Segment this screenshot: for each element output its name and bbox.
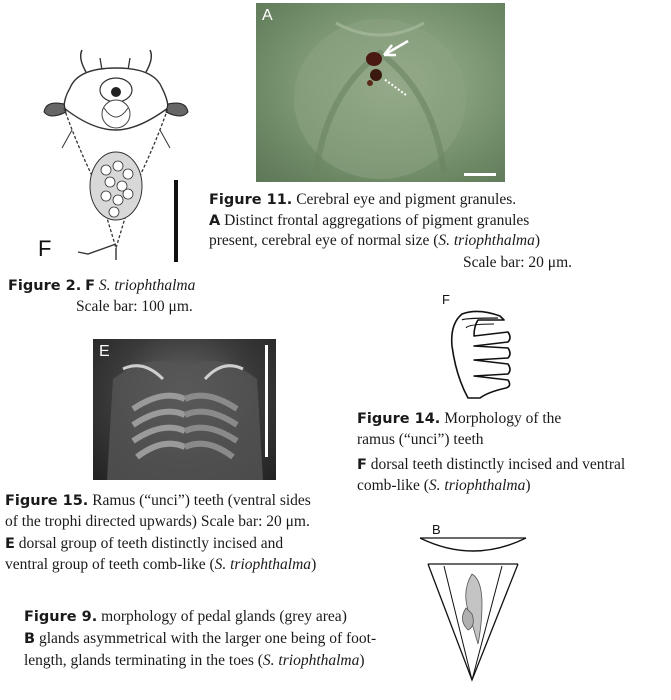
fig11-title: Cerebral eye and pigment granules.	[296, 191, 517, 208]
fig15-species: S. triophthalma	[214, 556, 312, 573]
fig14-line1-text: dorsal teeth distinctly incised and ventral	[370, 456, 626, 473]
fig14-line2	[357, 476, 669, 495]
fig14-drawing	[438, 306, 528, 402]
fig2-species: S. triophthalma	[98, 277, 196, 294]
fig14-caption-title	[357, 409, 669, 429]
fig11-label: Figure 11.	[209, 192, 293, 208]
fig9-line2	[24, 651, 464, 670]
fig9-sub-letter: B	[24, 631, 36, 647]
fig9-line1-text: glands asymmetrical with the larger one being of foot-	[38, 630, 377, 647]
fig9-species: S. triophthalma	[262, 652, 360, 669]
fig2-scale-bar	[174, 180, 178, 262]
fig9-line2-text: length, glands terminating in the toes (	[24, 652, 263, 669]
fig15-line1-text: dorsal group of teeth distinctly incised and	[18, 535, 284, 552]
fig15-title2: of the trophi directed upwards) Scale bar: 20 μm.	[5, 513, 310, 530]
fig2-scale: Scale bar: 100 μm.	[76, 298, 193, 315]
fig15-sub-letter: E	[5, 536, 15, 552]
fig14-line2-text: comb-like (	[357, 477, 429, 494]
fig14-line2-end: )	[525, 477, 531, 494]
fig14-label: Figure 14.	[357, 411, 441, 427]
fig11-sub-letter: A	[209, 213, 221, 229]
fig9-caption-title	[24, 607, 464, 627]
fig11-line2-text: present, cerebral eye of normal size (	[209, 232, 439, 249]
fig11-line1-text: Distinct frontal aggregations of pigment granules	[224, 212, 530, 229]
fig2-panel-letter: F	[38, 236, 52, 261]
fig11-species: S. triophthalma	[438, 232, 535, 249]
fig14-sub-letter: F	[357, 457, 367, 473]
fig14-line1	[357, 455, 669, 475]
fig15-micrograph	[93, 339, 276, 480]
fig11-line2-end: )	[534, 232, 540, 249]
fig2-label: Figure 2.	[8, 278, 82, 294]
fig15-line1	[5, 534, 365, 554]
fig15-label: Figure 15.	[5, 493, 89, 509]
rotifer-body-drawing	[18, 48, 221, 268]
fig14-title: Morphology of the	[444, 410, 562, 427]
fig9-label: Figure 9.	[24, 609, 98, 625]
fig14-title2: ramus (“unci”) teeth	[357, 431, 484, 448]
fig15-photo	[93, 339, 276, 480]
fig11-photo	[256, 3, 505, 182]
fig15-line2-end: )	[311, 556, 317, 573]
fig15-panel-letter: E	[99, 343, 110, 360]
fig15-line2-text: ventral group of teeth comb-like (	[5, 556, 215, 573]
fig11-panel-letter: A	[262, 7, 273, 24]
fig11-caption-title	[209, 190, 669, 210]
fig15-title: Ramus (“unci”) teeth (ventral sides	[92, 492, 311, 509]
fig11-micrograph	[256, 3, 505, 182]
fig2-sub-letter: F	[85, 278, 95, 294]
fig11-line2	[209, 231, 669, 250]
fig11-scale: Scale bar: 20 μm.	[463, 254, 573, 271]
fig14-panel-letter: F	[442, 292, 450, 307]
fig9-line2-end: )	[359, 652, 365, 669]
fig15-caption-title	[5, 491, 365, 511]
fig2-drawing	[18, 48, 221, 268]
fig9-title: morphology of pedal glands (grey area)	[101, 608, 347, 625]
fig14-species: S. triophthalma	[428, 477, 526, 494]
ramus-teeth-drawing	[438, 306, 528, 402]
fig11-line1	[209, 211, 669, 231]
fig9-line1	[24, 629, 464, 649]
fig2-caption	[8, 276, 248, 296]
fig9-panel-letter: B	[432, 522, 441, 537]
fig15-line2	[5, 555, 375, 574]
